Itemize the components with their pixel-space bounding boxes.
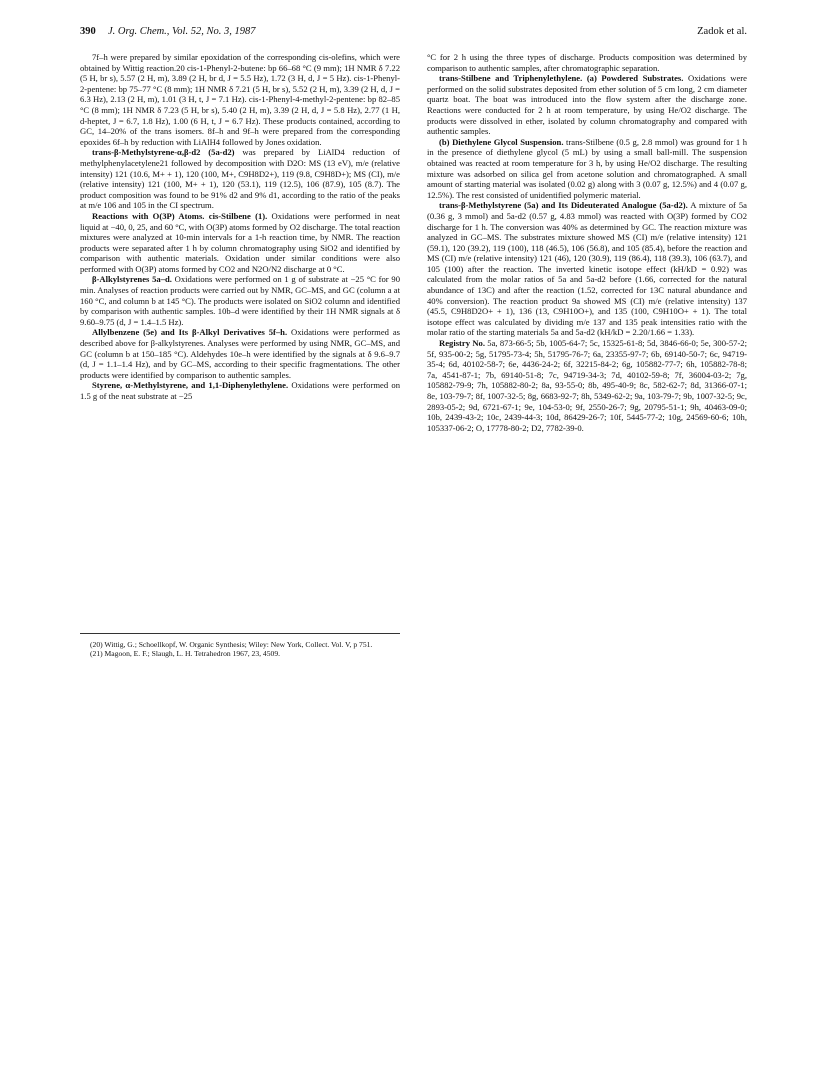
paragraph-text: 7f–h were prepared by similar epoxidation of the corresponding cis-olefins, which were obtained by Wittig reaction.20 cis-1-Phenyl-2-butene: bp 66–68 °C (9 mm); 1H NMR δ 7.22 (5 H, br s), 5.57 (2 H, m), 3.89 (2 H, br d, J = 5.5 Hz), 1.72 (3 H, d, J = 5 Hz). cis-1-Phenyl-2-pentene: bp 75–77 °C (8 mm); 1H NMR δ 7.21 (5 H, br s), 5.52 (2 H, m), 3.39 (2 H, d, J = 6.3 Hz), 2.13 (2 H, m), 1.01 (3 H, t, J = 7.1 Hz). cis-1-Phenyl-4-methyl-2-pentene: bp 82–85 °C (8 mm); 1H NMR δ 7.23 (5 H, br s), 5.40 (2 H, m), 3.39 (2 H, d, J = 5.8 Hz), 2.77 (1 H, d-heptet, J = 6.7, 1.8 Hz), 1.00 (6 H, t, J = 6.7 Hz). These products contained, according to GC, 14–20% of the trans isomers. 8f–h and 9f–h were prepared from the corresponding epoxides 6f–h by reduction with LiAlH4 followed by Jones oxidation. (80, 52, 400, 147)
paragraph (80, 274, 400, 327)
paragraph-heading: trans-Stilbene and Triphenylethylene. (a) Powdered Substrates. (439, 73, 684, 84)
paragraph-heading: Reactions with O(3P) Atoms. cis-Stilbene (1). (92, 210, 268, 221)
footnote: (20) Wittig, G.; Schoellkopf, W. Organic Synthesis; Wiley: New York, Collect. Vol. V, p 751. (90, 640, 373, 649)
paragraph-text: was prepared by LiAlD4 reduction of methylphenylacetylene21 followed by decomposition with D2O: MS (13 eV), m/e (relative intensity) 121 (10.6, M+ + 1), 120 (100, M+, C9H8D2+), 119 (9.8, C9H8D+); MS (CI), m/e (relative intensity) 121 (100, M+ + 1), 120 (53.1), 119 (12.5), 106 (87.9), 105 (8.7). The product composition was found to be 91% d2 and 9% d1, according to the ratio of the peaks at m/e 106 and 105 in the CI spectrum. (80, 147, 400, 211)
paragraph (80, 380, 400, 401)
paragraph-text: trans-Stilbene (0.5 g, 2.8 mmol) was ground for 1 h in the presence of diethylene glycol (5 mL) by using a small ball-mill. The suspension obtained was reacted at room temperature for 3 h, by using He/O2 discharge. The resulting mixture was adsorbed on silica gel from acetone solution and chromatographed. A small amount of starting material was isolated (0.02 g) along with 3 (0.07 g, 12.5%) and 4 (0.07 g, 12.5%). The rest consisted of unidentified polymeric material. (427, 136, 747, 200)
journal-citation: J. Org. Chem., Vol. 52, No. 3, 1987 (108, 26, 256, 37)
paragraph-heading: Styrene, α-Methylstyrene, and 1,1-Diphenylethylene. (92, 380, 289, 391)
page-number: 390 (80, 26, 96, 37)
paragraph-text: 5a, 873-66-5; 5b, 1005-64-7; 5c, 15325-61-8; 5d, 3846-66-0; 5e, 300-57-2; 5f, 935-00-2; 5g, 51795-73-4; 5h, 51795-76-7; 6a, 23355-97-7; 6b, 69140-50-7; 6c, 94719-35-4; 6d, 40102-58-7; 6e, 4436-24-2; 6f, 32215-84-2; 6g, 105882-77-7; 6h, 105882-78-8; 7a, 4541-87-1; 7b, 69140-51-8; 7c, 94719-34-3; 7d, 40102-59-8; 7f, 36004-03-2; 7g, 105882-79-9; 7h, 105882-80-2; 8a, 93-55-0; 8b, 495-40-9; 8c, 582-62-7; 8d, 31366-07-1; 8e, 103-79-7; 8f, 1007-32-5; 8g, 6683-92-7; 8h, 5349-62-2; 9a, 103-79-7; 9b, 1007-32-5; 9c, 2893-05-2; 9d, 6721-67-1; 9e, 104-53-0; 9f, 2550-26-7; 9g, 20795-51-1; 9h, 40463-09-0; 10b, 2439-43-2; 10c, 2439-44-3; 10d, 86429-26-7; 10f, 5445-77-2; 10g, 24569-60-6; 10h, 105337-06-2; O, 17778-80-2; D2, 7782-39-0. (427, 338, 747, 433)
paragraph (427, 200, 747, 338)
right-column (427, 52, 747, 433)
paragraph-heading: trans-β-Methylstyrene-α,β-d2 (5a-d2) (92, 147, 235, 158)
paragraph (80, 52, 400, 147)
page-header (80, 26, 747, 42)
footnote: (21) Magoon, E. F.; Slaugh, L. H. Tetrahedron 1967, 23, 4509. (90, 649, 281, 659)
paragraph (80, 211, 400, 275)
footnotes (80, 633, 400, 659)
paragraph (80, 147, 400, 211)
paragraph-heading: Allylbenzene (5e) and Its β-Alkyl Derivatives 5f–h. (92, 327, 288, 338)
paragraph (427, 73, 747, 137)
paragraph-text: Oxidations were performed in neat liquid at −40, 0, 25, and 60 °C, with O(3P) atoms formed by O2 discharge. The total reaction mixtures were analyzed at 10-min intervals for a 1-h reaction time, by NMR. The reaction products were separated after 1 h by column chromatography using SiO2 and identified by comparison with authentic materials. Oxidation under similar conditions were also performed with O(3P) atoms formed by CO2 and N2O/N2 discharge at 0 °C. (80, 210, 400, 274)
paragraph-text: Oxidations were performed on 1 g of substrate at −25 °C for 90 min. Analyses of reaction products were carried out by NMR, GC–MS, and GC (column a at 160 °C, and column b at 145 °C). The products were isolated on SiO2 column and identified by comparison with authentic samples. 10b–d were identified by their 1H NMR signals at δ 9.60–9.75 (d, J = 1.4–1.5 Hz). (80, 274, 400, 327)
running-authors: Zadok et al. (697, 26, 747, 37)
paragraph-heading: (b) Diethylene Glycol Suspension. (439, 136, 564, 147)
paragraph-text: A mixture of 5a (0.36 g, 3 mmol) and 5a-d2 (0.57 g, 4.83 mmol) was reacted with O(3P) formed by CO2 discharge for 1 h. The conversion was 40% as determined by GC. The reaction mixture was analyzed in GC–MS. The substrates mixture showed MS (CI) m/e (relative intensity) 121 (59.1), 120 (39.2), 119 (100), 118 (46.5), 106 (56.8), and 105 (85.4), before the reaction and MS (CI) m/e (relative intensity) 121 (46), 120 (30.9), 119 (86.4), 118 (39.3), 106 (63.7), and 105 (100) after the reaction. The inverted kinetic isotope effect (kH/kD = 0.92) was calculated from the molar ratios of 5a and 5a-d2 before (1.66, corrected for the natural abundance of 13C) and after the reaction (1.52, corrected for 13C natural abundance and 40% conversion). The reaction product 9a showed MS (CI) m/e (relative intensity) 137 (45.5, C9H8D2O+ + 1), 136 (13, C9H10O+), and 135 (100, C9H10O+ + 1). The total isotope effect was calculated by dividing m/e 137 and 135 peak intensities ratio with the molar ratio of the starting materials 5a and 5a-d2 (kH/kD = 2.20/1.66 = 1.33). (427, 200, 747, 338)
paragraph-heading: β-Alkylstyrenes 5a–d. (92, 274, 172, 285)
paragraph (427, 338, 747, 433)
paragraph (80, 327, 400, 380)
paragraph (427, 52, 747, 73)
paragraph (427, 137, 747, 201)
paragraph-text: °C for 2 h using the three types of discharge. Products composition was determined by comparison to authentic samples, after chromatographic separation. (427, 52, 747, 73)
paragraph-heading: trans-β-Methylstyrene (5a) and Its Dideuterated Analogue (5a-d2). (439, 200, 688, 211)
paragraph-heading: Registry No. (439, 338, 485, 349)
left-column (80, 52, 400, 402)
paragraph-text: Oxidations were performed on 1.5 g of the neat substrate at −25 (80, 380, 400, 401)
paragraph-text: Oxidations were performed as described above for β-alkylstyrenes. Analyses were performed by using NMR, GC–MS, and GC (column b at 150–185 °C). Aldehydes 10e–h were identified by the signals at δ 9.6–9.7 (d, J = 1.1–1.4 Hz), and by GC–MS, according to their specific fragmentations. The other products were identified by comparison to authentic samples. (80, 327, 400, 380)
paragraph-text: Oxidations were performed on the solid substrates deposited from ether solution of 5 cm long, 2 cm diameter quartz boat. The boat was introduced into the flow system after the discharge zone. Reactions were conducted for 2 h at room temperature, by using He/O2 discharge. The products were dissolved in ether, isolated by column chromatography and compared with authentic samples. (427, 73, 747, 137)
